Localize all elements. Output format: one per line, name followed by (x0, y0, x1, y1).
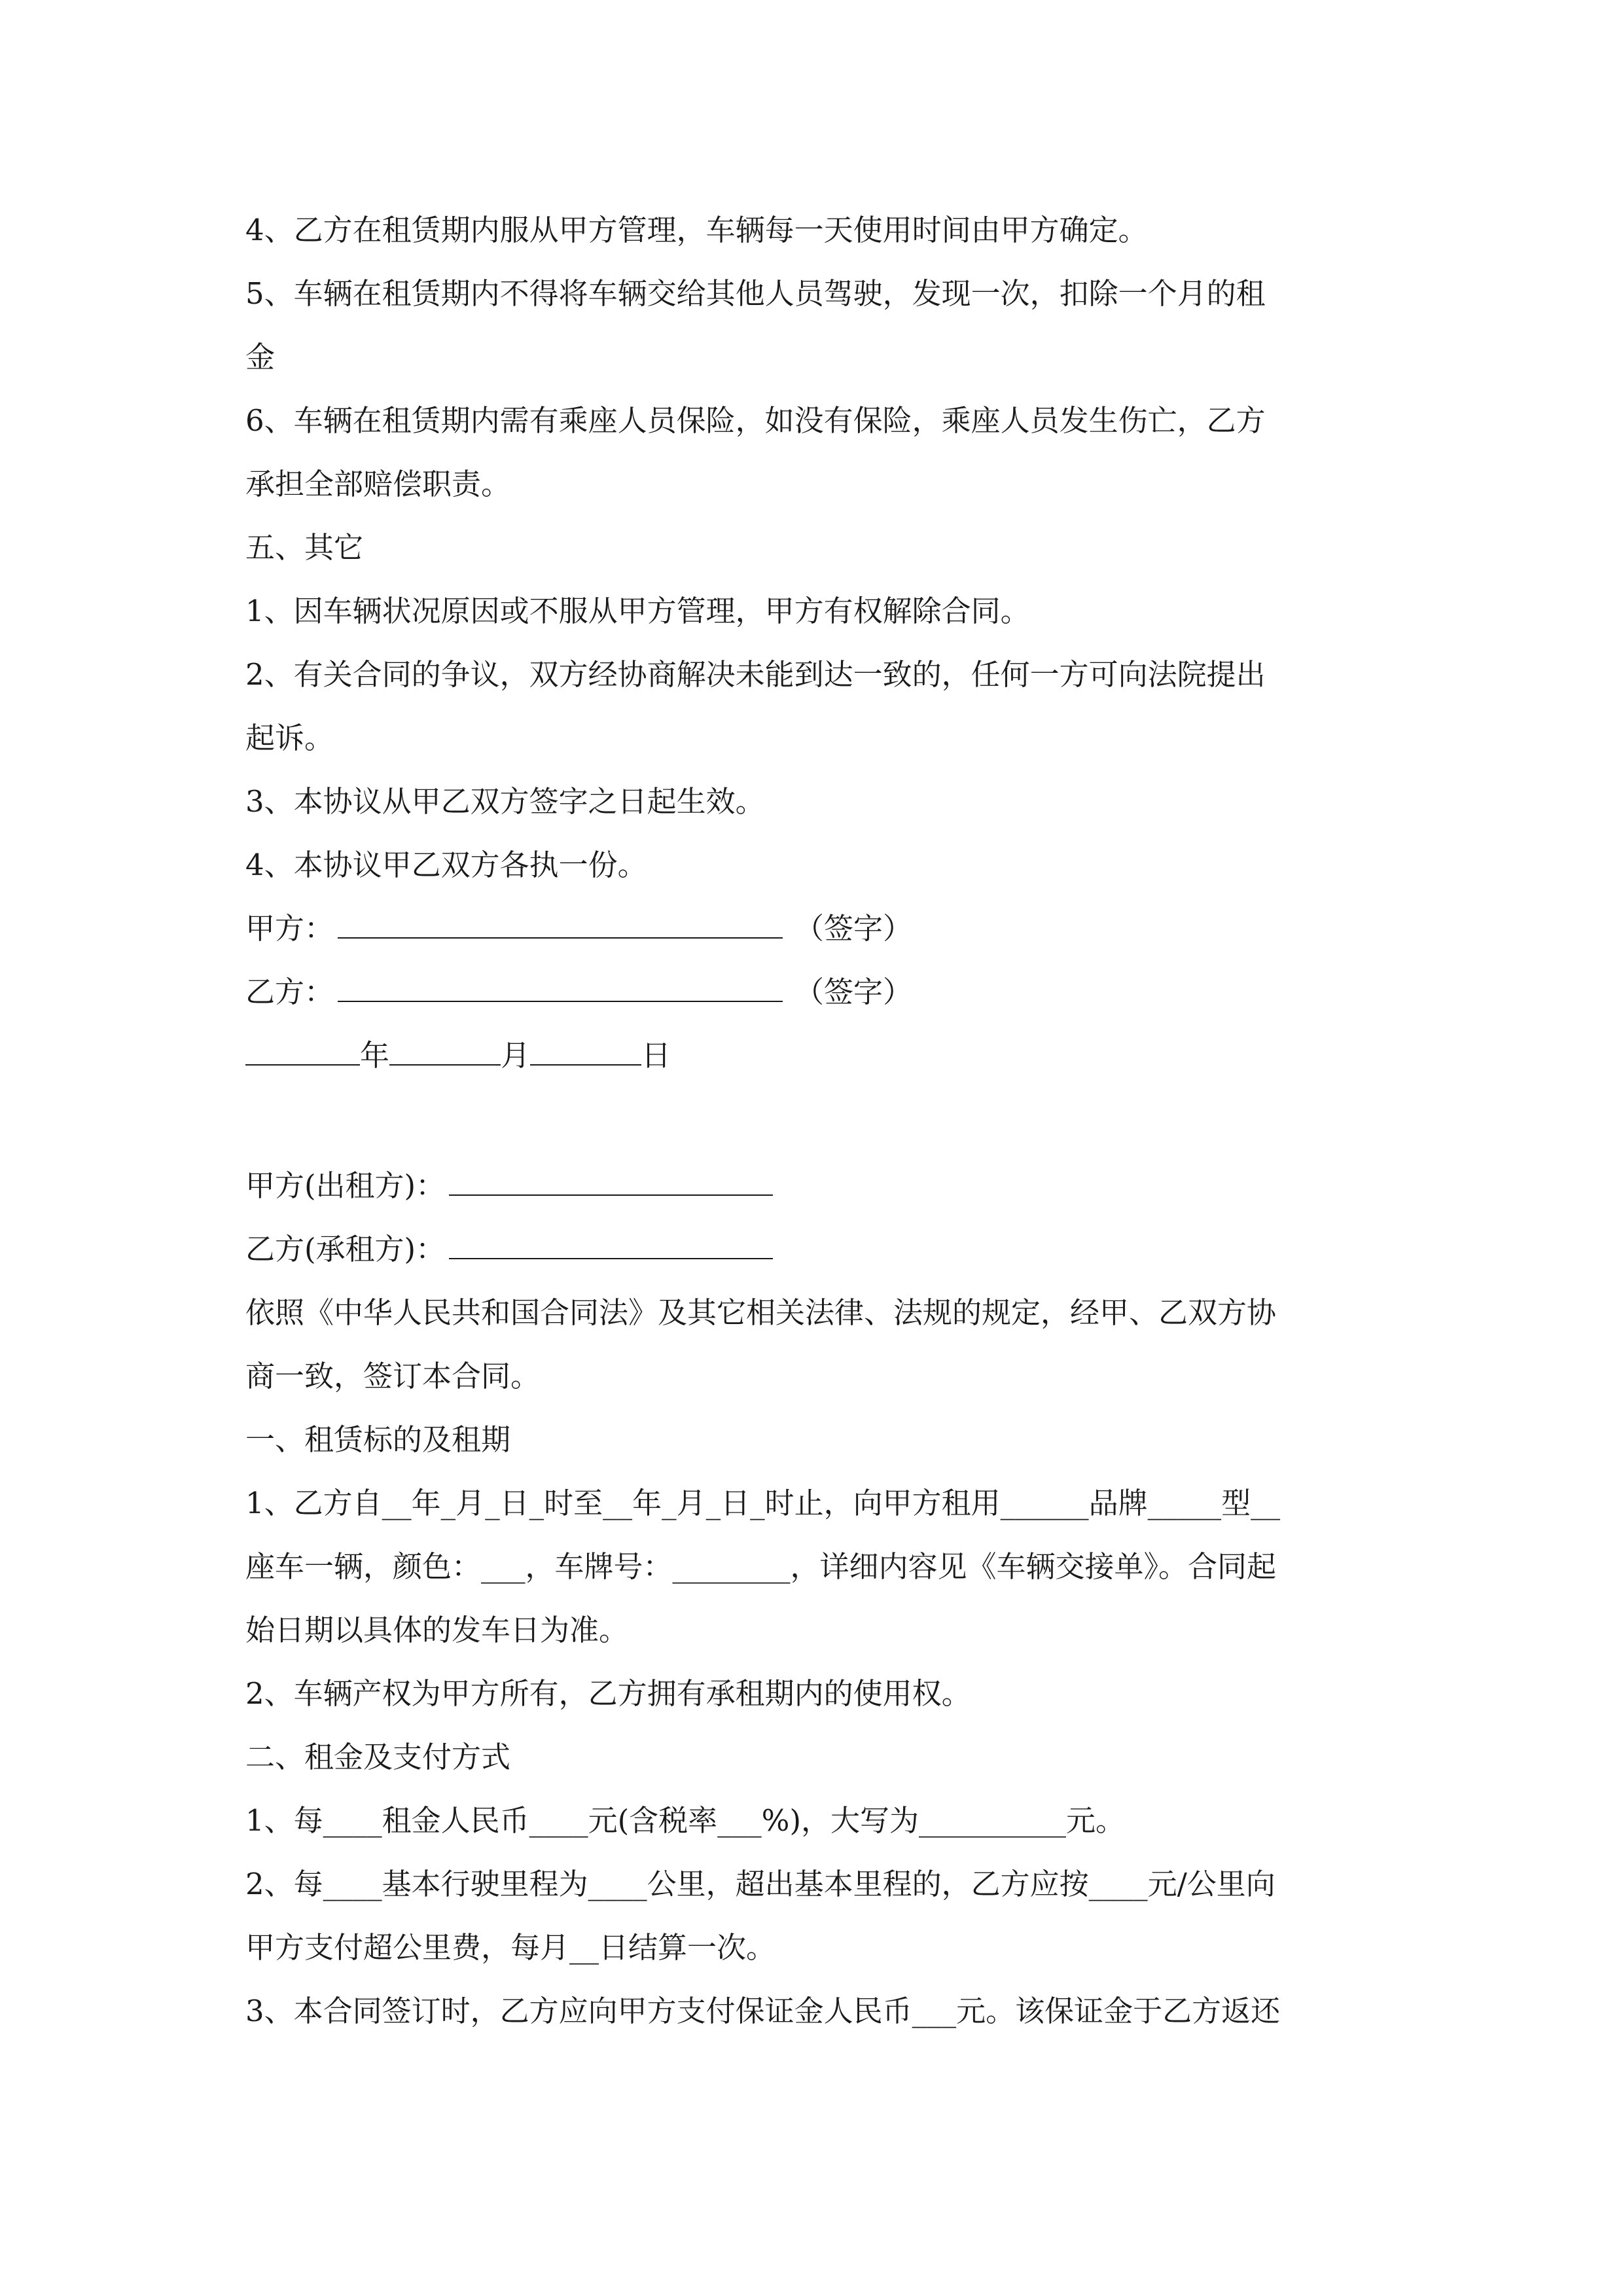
year-label: 年 (360, 1038, 390, 1073)
party-a-signature-row (245, 909, 1381, 948)
clause-text: 2、车辆产权为甲方所有，乙方拥有承租期内的使用权。 (245, 1676, 971, 1711)
clause-text: 3、本合同签订时，乙方应向甲方支付保证金人民币___元。该保证金于乙方返还 (245, 1994, 1281, 2028)
lessor-label: 甲方(出租方)： (245, 1168, 446, 1203)
clause-text: 1、每____租金人民币____元(含税率___%)，大写为__________元。 (245, 1803, 1126, 1838)
party-b-label: 乙方： (245, 975, 334, 1009)
clause-text: 始日期以具体的发车日为准。 (245, 1613, 629, 1647)
lessee-blank[interactable] (449, 1232, 773, 1259)
party-a-signature-blank[interactable] (338, 911, 783, 939)
lessor-blank[interactable] (449, 1168, 773, 1196)
month-label: 月 (501, 1038, 531, 1073)
sign-note: （签字） (794, 975, 913, 1009)
day-label: 日 (641, 1038, 671, 1073)
day-blank[interactable] (530, 1038, 641, 1066)
clause-text: 4、乙方在租赁期内服从甲方管理，车辆每一天使用时间由甲方确定。 (245, 213, 1148, 247)
clause-text: 起诉。 (245, 721, 334, 755)
party-b-signature-row (245, 973, 1381, 1012)
clause-text: 依照《中华人民共和国合同法》及其它相关法律、法规的规定，经甲、乙双方协 (245, 1295, 1277, 1330)
clause-text: 座车一辆，颜色：___，车牌号：________，详细内容见《车辆交接单》。合同起 (245, 1549, 1277, 1584)
clause-text: 2、每____基本行驶里程为____公里，超出基本里程的，乙方应按____元/公里向 (245, 1867, 1275, 1901)
clause-text: 2、有关合同的争议，双方经协商解决未能到达一致的，任何一方可向法院提出 (245, 657, 1266, 692)
lessee-row (245, 1230, 1381, 1269)
year-blank[interactable] (245, 1038, 360, 1066)
sign-note: （签字） (794, 911, 913, 946)
clause-text: 甲方支付超公里费，每月__日结算一次。 (245, 1930, 776, 1965)
party-a-label: 甲方： (245, 911, 334, 946)
clause-text: 1、乙方自__年_月_日_时至__年_月_日_时止，向甲方租用______品牌_____型__ (245, 1486, 1281, 1520)
clause-text: 商一致，签订本合同。 (245, 1359, 541, 1393)
party-b-signature-blank[interactable] (338, 975, 783, 1002)
clause-text: 1、因车辆状况原因或不服从甲方管理，甲方有权解除合同。 (245, 594, 1030, 628)
lessee-label: 乙方(承租方)： (245, 1232, 446, 1266)
section-heading: 五、其它 (245, 530, 364, 565)
clause-text: 3、本协议从甲乙双方签字之日起生效。 (245, 784, 765, 819)
date-row (245, 1036, 1381, 1075)
month-blank[interactable] (389, 1038, 501, 1066)
section-heading: 二、租金及支付方式 (245, 1740, 511, 1774)
clause-text: 4、本协议甲乙双方各执一份。 (245, 848, 647, 882)
clause-text: 承担全部赔偿职责。 (245, 467, 511, 501)
section-heading: 一、租赁标的及租期 (245, 1422, 511, 1457)
clause-text: 6、车辆在租赁期内需有乘座人员保险，如没有保险，乘座人员发生伤亡，乙方 (245, 403, 1266, 438)
clause-text: 5、车辆在租赁期内不得将车辆交给其他人员驾驶，发现一次，扣除一个月的租 (245, 276, 1266, 311)
clause-text: 金 (245, 340, 276, 374)
lessor-row (245, 1166, 1381, 1206)
